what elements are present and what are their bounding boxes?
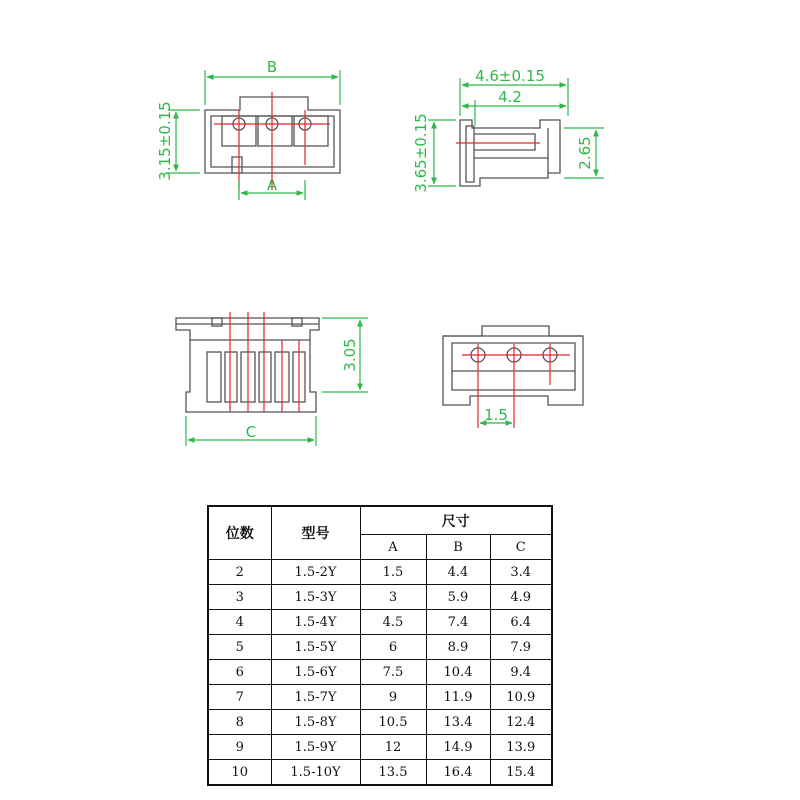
a-cell: 6	[360, 635, 426, 660]
c-cell: 7.9	[490, 635, 552, 660]
top-height-label: 3.15±0.15	[156, 101, 174, 181]
a-cell: 7.5	[360, 660, 426, 685]
c-header: C	[490, 535, 552, 560]
table-row	[208, 735, 552, 760]
a-cell: 4.5	[360, 610, 426, 635]
front-view-dimensions	[186, 318, 368, 446]
size-header: 尺寸	[360, 506, 552, 535]
side-overall-label: 4.6±0.15	[475, 67, 545, 85]
model-cell: 1.5-3Y	[271, 585, 360, 610]
table-row	[208, 660, 552, 685]
b-cell: 14.9	[426, 735, 490, 760]
positions-cell: 8	[208, 710, 271, 735]
model-cell: 1.5-6Y	[271, 660, 360, 685]
positions-cell: 2	[208, 560, 271, 585]
c-cell: 9.4	[490, 660, 552, 685]
b-cell: 7.4	[426, 610, 490, 635]
positions-cell: 3	[208, 585, 271, 610]
positions-cell: 10	[208, 760, 271, 786]
positions-header: 位数	[208, 506, 271, 560]
a-cell: 10.5	[360, 710, 426, 735]
b-header: B	[426, 535, 490, 560]
a-cell: 1.5	[360, 560, 426, 585]
c-cell: 10.9	[490, 685, 552, 710]
c-cell: 15.4	[490, 760, 552, 786]
model-cell: 1.5-7Y	[271, 685, 360, 710]
model-cell: 1.5-4Y	[271, 610, 360, 635]
table-row	[208, 760, 552, 786]
rear-view-centerlines	[462, 344, 570, 428]
front-height-label: 3.05	[341, 338, 359, 372]
rear-pitch-label: 1.5	[484, 406, 508, 424]
table-row	[208, 635, 552, 660]
a-cell: 3	[360, 585, 426, 610]
b-cell: 8.9	[426, 635, 490, 660]
table-row	[208, 710, 552, 735]
a-cell: 13.5	[360, 760, 426, 786]
positions-cell: 5	[208, 635, 271, 660]
top-view-dimensions	[168, 70, 340, 200]
model-header: 型号	[271, 506, 360, 560]
top-width-label: B	[266, 58, 278, 76]
spec-table	[207, 505, 553, 786]
table-row	[208, 685, 552, 710]
b-cell: 4.4	[426, 560, 490, 585]
side-height-label: 3.65±0.15	[412, 113, 430, 193]
side-body-label: 4.2	[498, 88, 522, 106]
table-row	[208, 610, 552, 635]
rear-view	[443, 326, 583, 405]
model-cell: 1.5-2Y	[271, 560, 360, 585]
c-cell: 4.9	[490, 585, 552, 610]
top-pitch-label: A	[266, 176, 278, 194]
positions-cell: 4	[208, 610, 271, 635]
c-cell: 13.9	[490, 735, 552, 760]
positions-cell: 7	[208, 685, 271, 710]
positions-cell: 6	[208, 660, 271, 685]
a-cell: 12	[360, 735, 426, 760]
c-cell: 3.4	[490, 560, 552, 585]
b-cell: 11.9	[426, 685, 490, 710]
model-cell: 1.5-5Y	[271, 635, 360, 660]
table-row	[208, 585, 552, 610]
c-cell: 12.4	[490, 710, 552, 735]
a-header: A	[360, 535, 426, 560]
model-cell: 1.5-9Y	[271, 735, 360, 760]
front-width-label: C	[245, 423, 257, 441]
model-cell: 1.5-10Y	[271, 760, 360, 786]
b-cell: 13.4	[426, 710, 490, 735]
b-cell: 5.9	[426, 585, 490, 610]
model-cell: 1.5-8Y	[271, 710, 360, 735]
b-cell: 16.4	[426, 760, 490, 786]
table-header-row	[208, 506, 552, 535]
b-cell: 10.4	[426, 660, 490, 685]
c-cell: 6.4	[490, 610, 552, 635]
positions-cell: 9	[208, 735, 271, 760]
side-step-label: 2.65	[576, 136, 594, 170]
a-cell: 9	[360, 685, 426, 710]
side-view	[460, 120, 560, 186]
table-row	[208, 560, 552, 585]
